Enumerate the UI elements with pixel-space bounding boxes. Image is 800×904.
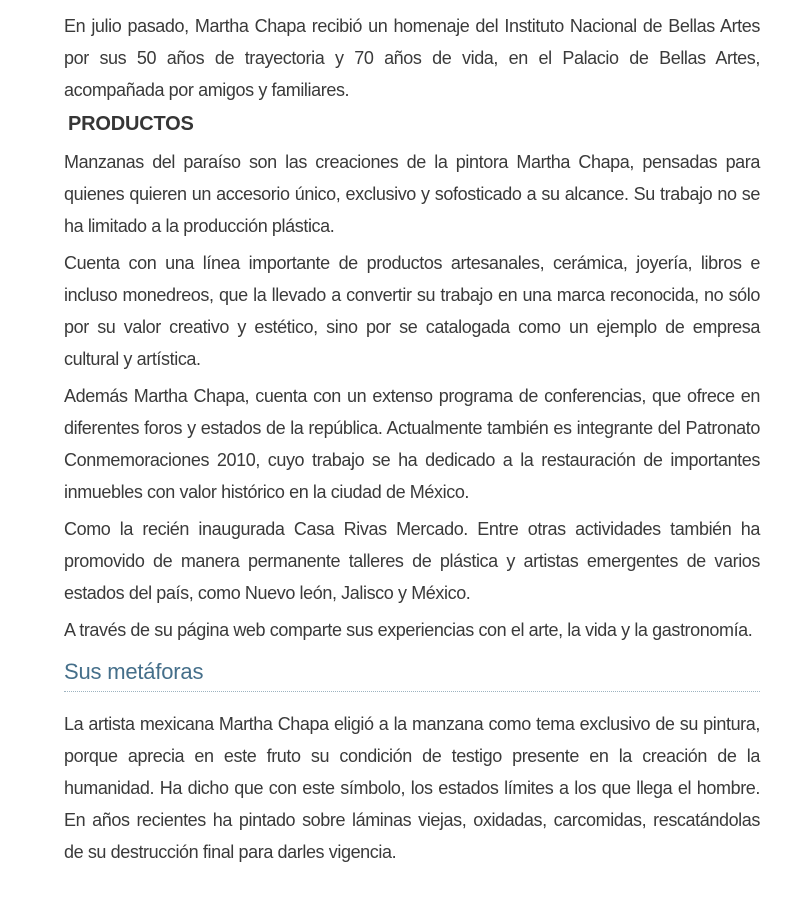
products-paragraph-3: Además Martha Chapa, cuenta con un extenso programa de conferencias, que ofrece en diferentes foros y estados de la república. Actualmente también es integrante del Patronato Conmemoraciones 2010, cuyo trabajo se ha dedicado a la restauración de importantes inmuebles con valor histórico en la ciudad de México.: [64, 386, 760, 502]
products-paragraph-1: Manzanas del paraíso son las creaciones de la pintora Martha Chapa, pensadas para quienes quieren un accesorio único, exclusivo y sofosticado a su alcance. Su trabajo no se ha limitado a la producción plástica.: [64, 152, 760, 236]
intro-paragraph: En julio pasado, Martha Chapa recibió un homenaje del Instituto Nacional de Bellas Artes por sus 50 años de trayectoria y 70 años de vida, en el Palacio de Bellas Artes, acompañada por amigos y familiares.: [64, 16, 760, 100]
metaphors-section-heading: Sus metáforas: [64, 660, 760, 692]
products-paragraph-5: A través de su página web comparte sus experiencias con el arte, la vida y la gastronomía.: [64, 620, 753, 640]
metaphors-paragraph-1: La artista mexicana Martha Chapa eligió a la manzana como tema exclusivo de su pintura, porque aprecia en este fruto su condición de testigo presente en la creación de la humanidad. Ha dicho que con este símbolo, los estados límites a los que llega el hombre. En años recientes ha pintado sobre láminas viejas, oxidadas, carcomidas, rescatándolas de su destrucción final para darles vigencia.: [64, 714, 760, 862]
products-paragraph-4: Como la recién inaugurada Casa Rivas Mercado. Entre otras actividades también ha promovido de manera permanente talleres de plástica y artistas emergentes de varios estados del país, como Nuevo león, Jalisco y México.: [64, 519, 760, 603]
products-heading: PRODUCTOS: [68, 113, 194, 135]
products-paragraph-2: Cuenta con una línea importante de productos artesanales, cerámica, joyería, libros e incluso monedreos, que la llevado a convertir su trabajo en una marca reconocida, no sólo por su valor creativo y estético, sino por se catalogada como un ejemplo de empresa cultural y artística.: [64, 253, 760, 369]
